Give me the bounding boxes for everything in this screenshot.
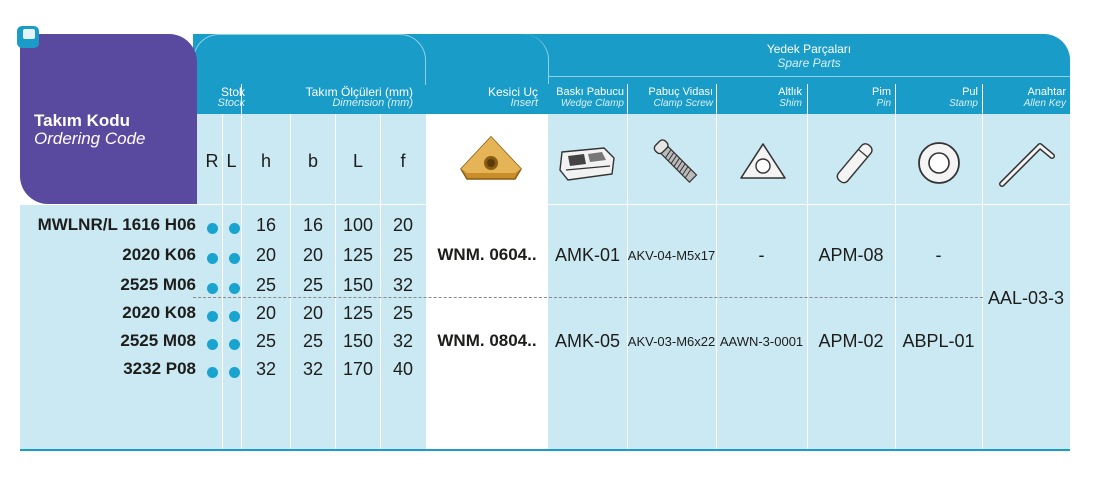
pin-icon [828,136,880,192]
dim-h: 20 [255,303,277,323]
col-r-label: R [205,151,219,171]
wedge-clamp-label-en: Wedge Clamp [560,98,624,109]
ordering-code-title: Takım Kodu [34,111,131,130]
stock-r-dot [207,223,218,234]
stock-header-curve [193,34,242,85]
pin-value: APM-08 [818,245,884,265]
spare-parts-title: Yedek Parçaları [766,42,852,56]
stamp-label: Pul [962,86,978,98]
clamp-screw-value: AKV-04-M5x17 [627,248,716,263]
divider [716,84,717,449]
stock-label-en: Stock [217,97,245,109]
stock-r-dot [207,253,218,264]
insert-code: WNM. 0804.. [437,331,537,350]
dim-b: 25 [302,331,324,351]
dim-header-curve [241,34,426,85]
shim-icon [737,140,789,186]
col-b-label: b [307,151,318,171]
dim-L: 125 [342,245,374,265]
dim-h: 25 [255,331,277,351]
divider [982,84,983,449]
dim-L: 100 [342,215,374,235]
dim-b: 20 [302,303,324,323]
stock-l-dot [229,339,240,350]
stock-r-dot [207,367,218,378]
shim-value: - [758,245,765,265]
shim-value: AAWN-3-0001 [719,334,804,349]
divider [335,114,336,449]
dim-h: 16 [255,215,277,235]
dim-f: 32 [392,275,414,295]
dim-L: 150 [342,331,374,351]
dim-L: 170 [342,359,374,379]
clamp-screw-label: Pabuç Vidası [648,86,713,98]
dim-b: 20 [302,245,324,265]
dim-h: 20 [255,245,277,265]
table-row-code: MWLNR/L 1616 H06 [37,215,196,234]
divider [290,114,291,449]
wedge-clamp-value: AMK-05 [554,331,621,351]
dim-L: 150 [342,275,374,295]
stock-l-dot [229,367,240,378]
wedge-clamp-label: Baskı Pabucu [556,86,624,98]
stock-l-dot [229,253,240,264]
col-h-label: h [260,151,271,171]
clamp-screw-icon [646,134,706,192]
spare-parts-subtitle: Spare Parts [777,56,841,70]
dim-L: 125 [342,303,374,323]
table-row-code: 2020 K06 [122,245,196,264]
table-row-code: 2525 M08 [120,331,196,350]
stock-r-dot [207,339,218,350]
stock-r-dot [207,283,218,294]
col-l-label: L [226,151,237,171]
clamp-screw-value: AKV-03-M6x22 [627,334,716,349]
dimension-label-en: Dimension (mm) [332,97,413,109]
dim-f: 25 [392,245,414,265]
insert-header-curve [426,34,549,84]
wedge-clamp-icon [556,140,618,186]
ordering-code-body [20,205,193,449]
stamp-label-en: Stamp [949,98,978,109]
ordering-code-subtitle: Ordering Code [34,129,146,148]
pin-value: APM-02 [818,331,884,351]
allen-key-value: AAL-03-3 [987,288,1065,308]
divider [627,84,628,449]
allen-key-label: Anahtar [1027,86,1066,98]
divider [895,84,896,449]
insert-label-en: Insert [510,97,538,109]
dim-f: 32 [392,331,414,351]
table-row-code: 3232 P08 [123,359,196,378]
table-row-code: 2020 K08 [122,303,196,322]
shim-label: Altlık [778,86,802,98]
dim-h: 32 [255,359,277,379]
bottom-rule [20,449,1070,451]
spare-header-divider [548,76,1070,77]
dim-f: 40 [392,359,414,379]
insert-label: Kesici Uç [487,85,538,99]
stamp-washer-icon [914,138,964,188]
dimension-label: Takım Ölçüleri (mm) [305,85,413,99]
stamp-value: ABPL-01 [902,331,975,351]
dim-b: 25 [302,275,324,295]
dim-b: 16 [302,215,324,235]
divider [807,84,808,449]
stamp-value: - [935,245,942,265]
dim-f: 20 [392,215,414,235]
shim-label-en: Shim [779,98,802,109]
pin-label-en: Pin [876,98,891,109]
corner-badge-icon [17,26,39,48]
stock-l-dot [229,311,240,322]
dim-b: 32 [302,359,324,379]
allen-key-icon [996,136,1056,192]
group-separator [193,297,983,298]
wedge-clamp-value: AMK-01 [554,245,621,265]
stock-r-dot [207,311,218,322]
divider [193,204,1070,205]
stock-label: Stok [220,85,245,99]
allen-key-label-en: Allen Key [1023,98,1066,109]
table-row-code: 2525 M06 [120,275,196,294]
stock-l-dot [229,283,240,294]
divider [241,84,242,449]
pin-label: Pim [872,86,891,98]
dim-h: 25 [255,275,277,295]
dim-f: 25 [392,303,414,323]
col-f-label: f [400,151,406,171]
insert-icon [455,133,527,191]
insert-code: WNM. 0604.. [437,245,537,264]
divider [380,114,381,449]
col-L-label: L [352,151,363,171]
stock-l-dot [229,223,240,234]
clamp-screw-label-en: Clamp Screw [653,98,713,109]
